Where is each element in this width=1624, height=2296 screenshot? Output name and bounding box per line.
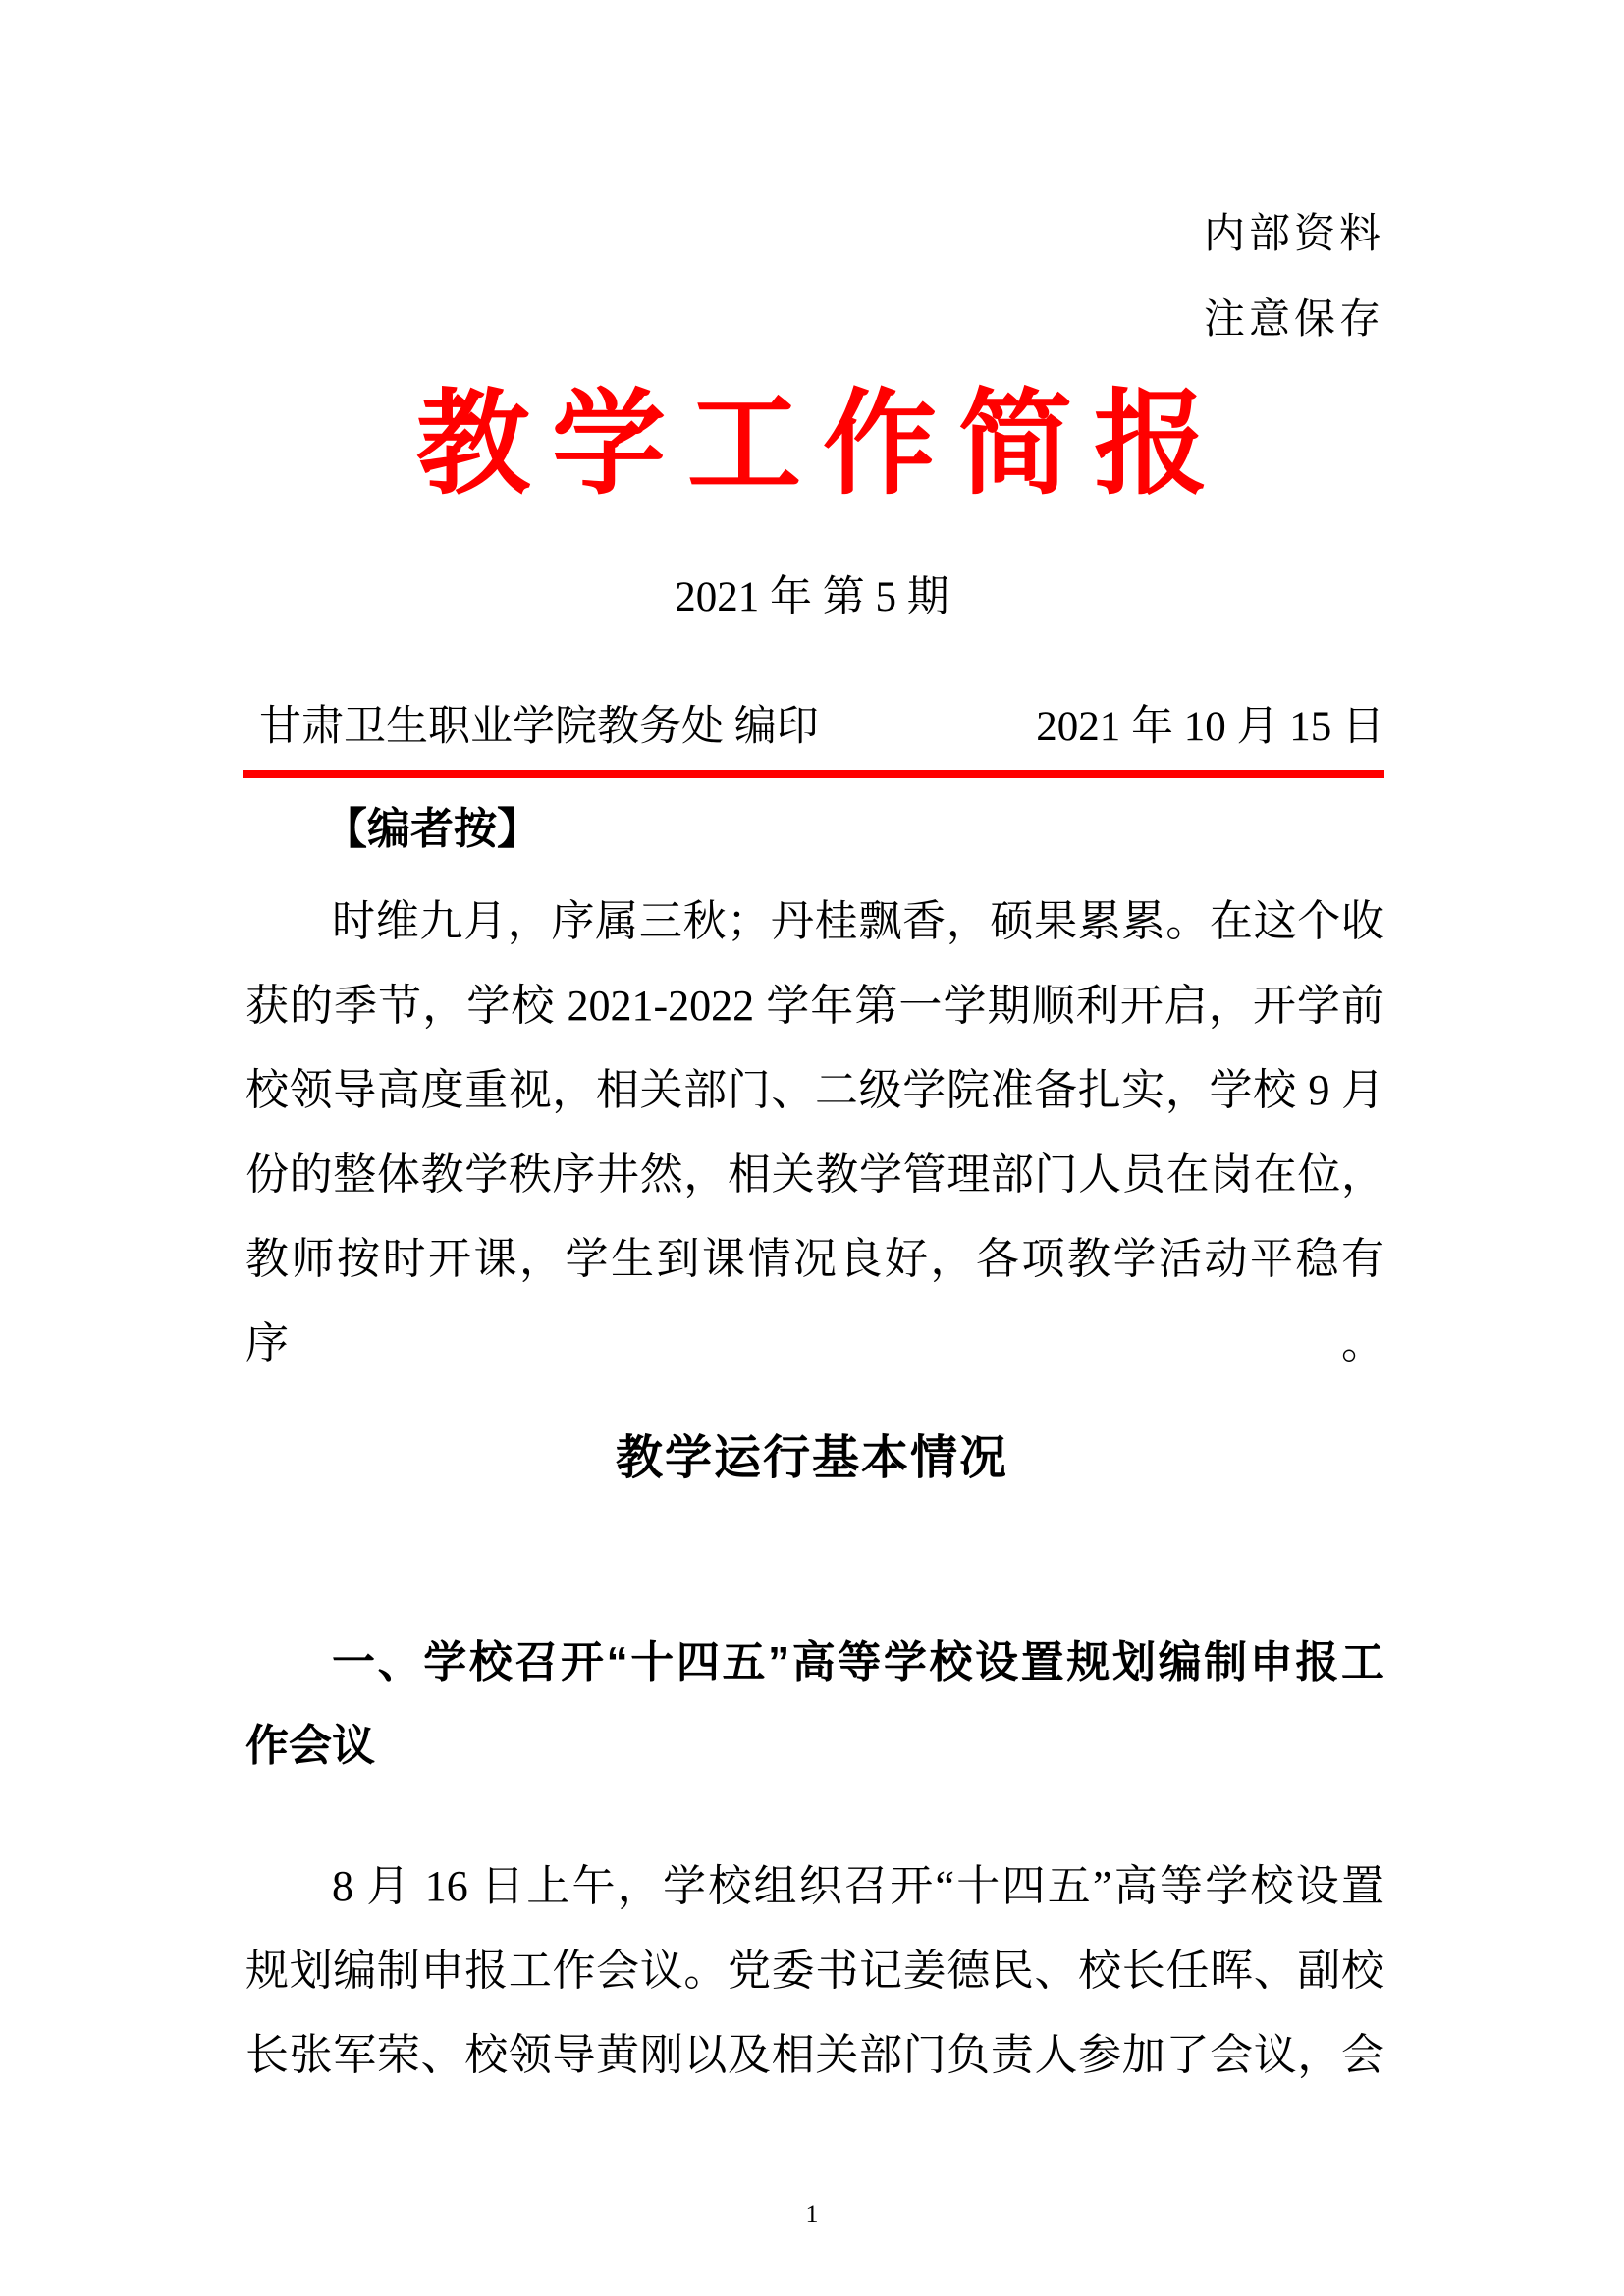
- text-line: 一、学校召开“十四五”高等学校设置规划编制申报工: [332, 1638, 1384, 1686]
- publication-date: 2021 年 10 月 15 日: [1036, 704, 1384, 750]
- text-line: 校领导高度重视，相关部门、二级学院准备扎实，学校 9 月: [245, 1066, 1384, 1114]
- article-paragraph: [245, 1844, 1384, 2098]
- issue-line: 2021 年 第 5 期: [675, 574, 949, 620]
- section-title: 教学运行基本情况: [615, 1432, 1008, 1484]
- classification-notice: [1204, 192, 1384, 363]
- text-line: 作会议: [245, 1722, 375, 1770]
- masthead-row: [245, 690, 1384, 765]
- publisher-imprint: 甘肃卫生职业学院教务处 编印: [259, 704, 819, 750]
- text-line: 教师按时开课，学生到课情况良好，各项教学活动平稳有序。: [245, 1235, 1384, 1367]
- page-number: 1: [805, 2200, 819, 2228]
- text-line: 份的整体教学秩序井然，相关教学管理部门人员在岗在位，: [245, 1150, 1384, 1199]
- document-title: 教学工作简报: [416, 383, 1229, 508]
- text-line: 内部资料: [1203, 212, 1384, 257]
- text-line: 规划编制申报工作会议。党委书记姜德民、校长任晖、副校: [245, 1947, 1384, 1995]
- masthead-divider-rule: [243, 770, 1384, 778]
- text-line: 注意保存: [1203, 297, 1384, 343]
- editor-note-label: 【编者按】: [324, 805, 540, 853]
- text-line: 长张军荣、校领导黄刚以及相关部门负责人参加了会议，会: [245, 2031, 1384, 2079]
- editor-note-paragraph: [245, 880, 1384, 1386]
- article-heading: [245, 1621, 1384, 1788]
- text-line: 时维九月，序属三秋；丹桂飘香，硕果累累。在这个收: [332, 897, 1384, 945]
- text-line: 8 月 16 日上午，学校组织召开“十四五”高等学校设置: [332, 1862, 1384, 1910]
- text-line: 获的季节，学校 2021-2022 学年第一学期顺利开启，开学前: [245, 982, 1384, 1030]
